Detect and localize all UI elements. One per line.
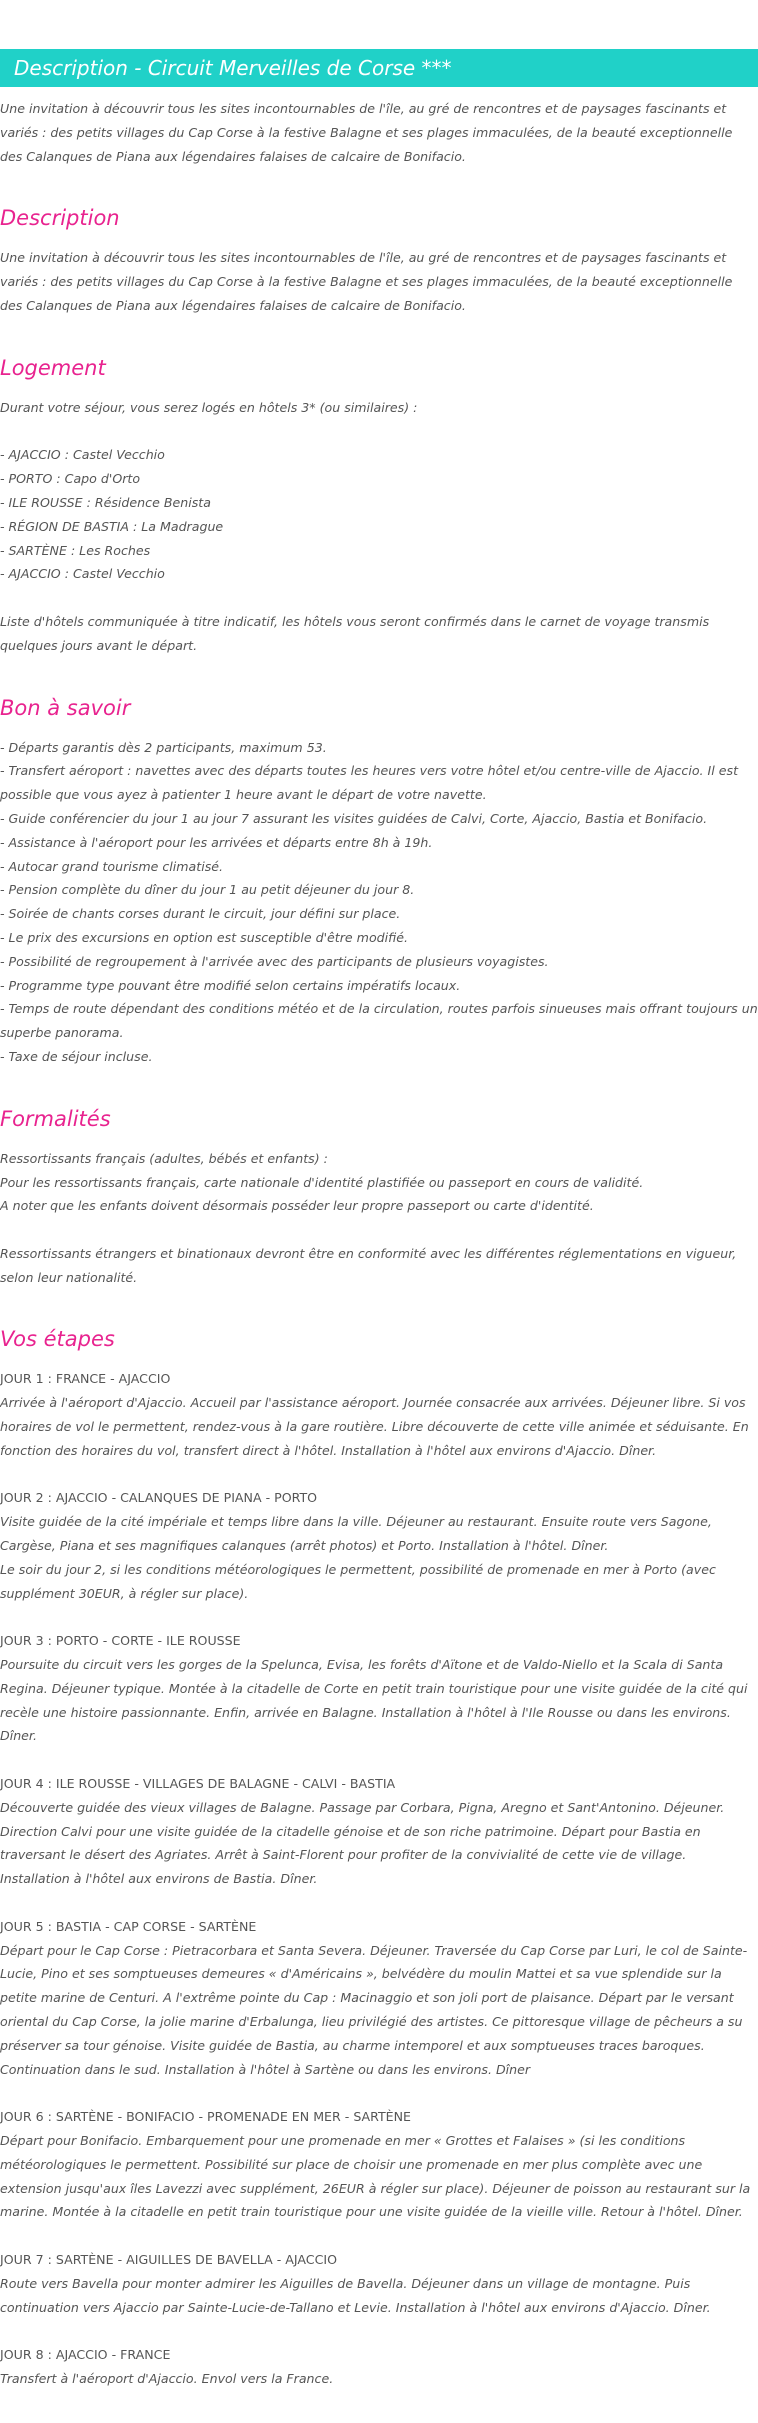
info-item: - Temps de route dépendant des conditions météo et de la circulation, routes parfois sinueuses mais offrant toujours un superbe panorama. bbox=[0, 1001, 758, 1041]
day-title: JOUR 6 : SARTÈNE - BONIFACIO - PROMENADE EN MER - SARTÈNE bbox=[0, 2109, 412, 2125]
etapes-heading: Vos étapes bbox=[0, 1327, 115, 1352]
info-item: - Transfert aéroport : navettes avec des départs toutes les heures vers votre hôtel et/ou centre-ville de Ajaccio. Il est possible que vous ayez à patienter 1 heure avant le départ de votre navette. bbox=[0, 763, 739, 803]
day-text: Visite guidée de la cité impériale et temps libre dans la ville. Déjeuner au restaurant. Ensuite route vers Sagone, Cargèse, Piana et ses magnifiques calanques (arrêt photos) et Porto. Installation à l'hôtel. Dîner. bbox=[0, 1514, 712, 1554]
description-heading: Description bbox=[0, 206, 120, 231]
day-title: JOUR 3 : PORTO - CORTE - ILE ROUSSE bbox=[0, 1633, 241, 1649]
info-item: - Assistance à l'aéroport pour les arrivées et départs entre 8h à 19h. bbox=[0, 834, 433, 850]
hotel-item: - SARTÈNE : Les Roches bbox=[0, 542, 151, 558]
day-text: Départ pour Bonifacio. Embarquement pour une promenade en mer « Grottes et Falaises » (si les conditions météorologiques le permettent. Possibilité sur place de choisir une promenade en mer plus complète avec une extension jusqu'aux îles Lavezzi avec supplément, 26EUR à régler sur place). Déjeuner de poisson au restaurant sur la marine. Montée à la citadelle en petit train touristique pour une visite guidée de la vieille ville. Retour à l'hôtel. Dîner. bbox=[0, 2132, 751, 2220]
day-title: JOUR 2 : AJACCIO - CALANQUES DE PIANA - PORTO bbox=[0, 1490, 318, 1506]
page-title: Description - Circuit Merveilles de Corse *** bbox=[14, 56, 452, 80]
info-item: - Le prix des excursions en option est susceptible d'être modifié. bbox=[0, 929, 409, 945]
day-text: Poursuite du circuit vers les gorges de la Spelunca, Evisa, les forêts d'Aïtone et de Valdo-Niello et la Scala di Santa Regina. Déjeuner typique. Montée à la citadelle de Corte en petit train touristique pour une visite guidée de la cité qui recèle une histoire passionnante. Enfin, arrivée en Balagne. Installation à l'hôtel à l'Ile Rousse ou dans les environs. Dîner. bbox=[0, 1657, 748, 1744]
info-item: - Autocar grand tourisme climatisé. bbox=[0, 858, 224, 874]
info-item: - Pension complète du dîner du jour 1 au petit déjeuner du jour 8. bbox=[0, 882, 415, 898]
bon-a-savoir-heading: Bon à savoir bbox=[0, 695, 131, 720]
day-text: Découverte guidée des vieux villages de Balagne. Passage par Corbara, Pigna, Aregno et Sant'Antonino. Déjeuner. Direction Calvi pour une visite guidée de la citadelle génoise et de son riche patrimoine. Départ pour Bastia en traversant le désert des Agriates. Arrêt à Saint-Florent pour profiter de la convivialité de cette vie de village. Installation à l'hôtel aux environs de Bastia. Dîner. bbox=[0, 1799, 725, 1887]
formalites-line: Ressortissants français (adultes, bébés et enfants) : bbox=[0, 1150, 328, 1166]
title-banner bbox=[0, 49, 758, 87]
info-item: - Possibilité de regroupement à l'arrivée avec des participants de plusieurs voyagistes. bbox=[0, 953, 549, 969]
day-text: Arrivée à l'aéroport d'Ajaccio. Accueil par l'assistance aéroport. Journée consacrée aux arrivées. Déjeuner libre. Si vos horaires de vol le permettent, rendez-vous à la gare routière. Libre découverte de cette ville animée et séduisante. En fonction des horaires du vol, transfert direct à l'hôtel. Installation à l'hôtel aux environs d'Ajaccio. Dîner. bbox=[0, 1395, 749, 1458]
day-title: JOUR 1 : FRANCE - AJACCIO bbox=[0, 1371, 171, 1387]
formalites-heading: Formalités bbox=[0, 1106, 111, 1131]
day-title: JOUR 5 : BASTIA - CAP CORSE - SARTÈNE bbox=[0, 1918, 257, 1934]
hotel-item: - AJACCIO : Castel Vecchio bbox=[0, 566, 165, 582]
info-item: - Soirée de chants corses durant le circuit, jour défini sur place. bbox=[0, 906, 401, 922]
day-extra: Le soir du jour 2, si les conditions météorologiques le permettent, possibilité de promenade en mer à Porto (avec supplément 30EUR, à régler sur place). bbox=[0, 1561, 716, 1601]
formalites-line: Pour les ressortissants français, carte nationale d'identité plastifiée ou passeport en cours de validité. bbox=[0, 1174, 644, 1190]
logement-heading: Logement bbox=[0, 355, 106, 380]
day-title: JOUR 8 : AJACCIO - FRANCE bbox=[0, 2347, 171, 2363]
formalites-foreign: Ressortissants étrangers et binationaux devront être en conformité avec les différentes réglementations en vigueur, selon leur nationalité. bbox=[0, 1245, 737, 1285]
hotel-item: - PORTO : Capo d'Orto bbox=[0, 471, 141, 487]
info-item: - Départs garantis dès 2 participants, maximum 53. bbox=[0, 739, 327, 755]
intro-text: Une invitation à découvrir tous les sites incontournables de l'île, au gré de rencontres et de paysages fascinants et variés : des petits villages du Cap Corse à la festive Balagne et ses plages immaculées, de la beauté exceptionnelle des Calanques de Piana aux légendaires falaises de calcaire de Bonifacio. bbox=[0, 101, 733, 164]
hotel-item: - AJACCIO : Castel Vecchio bbox=[0, 447, 165, 463]
info-item: - Taxe de séjour incluse. bbox=[0, 1048, 153, 1064]
description-text: Une invitation à découvrir tous les sites incontournables de l'île, au gré de rencontres et de paysages fascinants et variés : des petits villages du Cap Corse à la festive Balagne et ses plages immaculées, de la beauté exceptionnelle des Calanques de Piana aux légendaires falaises de calcaire de Bonifacio. bbox=[0, 250, 733, 313]
formalites-line: A noter que les enfants doivent désormais posséder leur propre passeport ou carte d'identité. bbox=[0, 1198, 594, 1214]
hotel-item: - ILE ROUSSE : Résidence Benista bbox=[0, 494, 211, 510]
day-text: Transfert à l'aéroport d'Ajaccio. Envol vers la France. bbox=[0, 2370, 334, 2386]
logement-note: Liste d'hôtels communiquée à titre indicatif, les hôtels vous seront confirmés dans le carnet de voyage transmis quelques jours avant le départ. bbox=[0, 613, 710, 653]
info-item: - Programme type pouvant être modifié selon certains impératifs locaux. bbox=[0, 977, 461, 993]
info-item: - Guide conférencier du jour 1 au jour 7 assurant les visites guidées de Calvi, Corte, Ajaccio, Bastia et Bonifacio. bbox=[0, 810, 708, 826]
day-text: Route vers Bavella pour monter admirer les Aiguilles de Bavella. Déjeuner dans un village de montagne. Puis continuation vers Ajaccio par Sainte-Lucie-de-Tallano et Levie. Installation à l'hôtel aux environs d'Ajaccio. Dîner. bbox=[0, 2275, 711, 2315]
day-title: JOUR 7 : SARTÈNE - AIGUILLES DE BAVELLA - AJACCIO bbox=[0, 2251, 338, 2267]
day-title: JOUR 4 : ILE ROUSSE - VILLAGES DE BALAGNE - CALVI - BASTIA bbox=[0, 1776, 396, 1792]
logement-intro: Durant votre séjour, vous serez logés en hôtels 3* (ou similaires) : bbox=[0, 399, 418, 415]
hotel-item: - RÉGION DE BASTIA : La Madrague bbox=[0, 518, 224, 534]
day-text: Départ pour le Cap Corse : Pietracorbara et Santa Severa. Déjeuner. Traversée du Cap Corse par Luri, le col de Sainte-Lucie, Pino et ses somptueuses demeures « d'Américains », belvédère du moulin Mattei et sa vue splendide sur la petite marine de Centuri. A l'extrême pointe du Cap : Macinaggio et son joli port de plaisance. Départ par le versant oriental du Cap Corse, la jolie marine d'Erbalunga, lieu privilégié des artistes. Ce pittoresque village de pêcheurs a su préserver sa tour génoise. Visite guidée de Bastia, au charme intemporel et aux somptueuses traces baroques. Continuation dans le sud. Installation à l'hôtel à Sartène ou dans les environs. Dîner bbox=[0, 1942, 748, 2077]
